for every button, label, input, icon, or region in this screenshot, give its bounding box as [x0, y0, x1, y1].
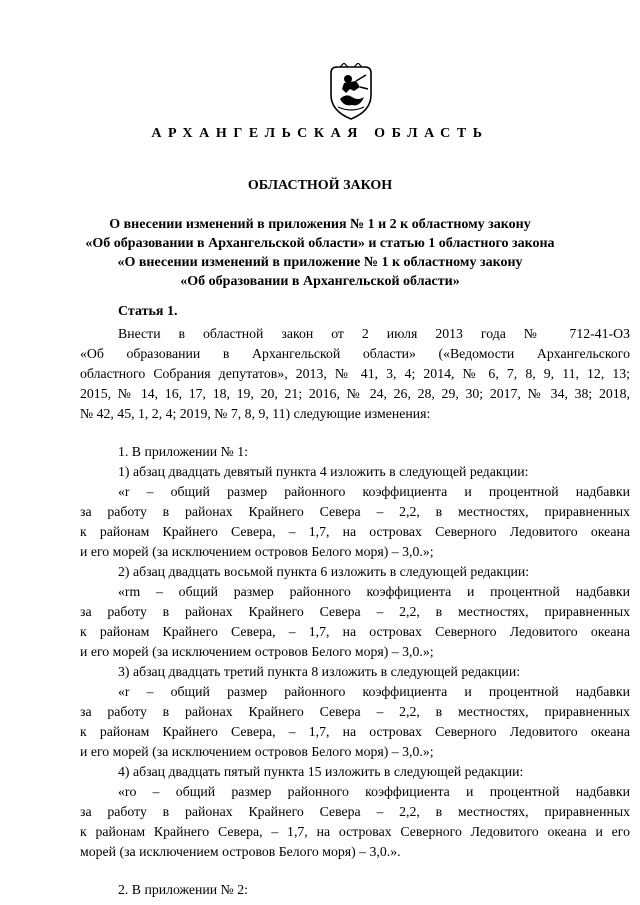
title-line: О внесении изменений в приложения № 1 и 2 к областному закону	[109, 217, 531, 232]
intro-line: «Об образовании в Архангельской области» («Ведомости Архангельского	[80, 346, 630, 361]
intro-line: № 42, 45, 1, 2, 4; 2019, № 7, 8, 9, 11) следующие изменения:	[80, 406, 431, 421]
coat-of-arms-icon	[326, 63, 376, 121]
item3-heading: 3) абзац двадцать третий пункта 8 изложить в следующей редакции:	[118, 664, 521, 679]
item2-line: к районам Крайнего Севера, – 1,7, на островах Северного Ледовитого океана	[80, 624, 630, 639]
item1-line: за работу в районах Крайнего Севера – 2,2, в местностях, приравненных	[80, 504, 630, 519]
appendix2-heading: 2. В приложении № 2:	[118, 882, 248, 897]
item4-line: к районам Крайнего Севера, – 1,7, на островах Северного Ледовитого океана и его	[80, 824, 630, 839]
item4-line: за работу в районах Крайнего Севера – 2,2, в местностях, приравненных	[80, 804, 630, 819]
intro-line: Внести в областной закон от 2 июля 2013 года № 712-41-ОЗ	[118, 326, 630, 341]
region-title: АРХАНГЕЛЬСКАЯ ОБЛАСТЬ	[151, 126, 489, 141]
item1-line: «r – общий размер районного коэффициента и процентной надбавки	[118, 484, 630, 499]
title-line: «Об образовании в Архангельской области» и статью 1 областного закона	[85, 236, 555, 251]
document-type: ОБЛАСТНОЙ ЗАКОН	[247, 178, 393, 193]
item1-heading: 1) абзац двадцать девятый пункта 4 изложить в следующей редакции:	[118, 464, 529, 479]
item4-line: морей (за исключением островов Белого моря) – 3,0.».	[80, 844, 401, 859]
appendix1-heading: 1. В приложении № 1:	[118, 444, 248, 459]
item3-line: «r – общий размер районного коэффициента и процентной надбавки	[118, 684, 630, 699]
article-title: Статья 1.	[118, 304, 178, 319]
item4-heading: 4) абзац двадцать пятый пункта 15 изложить в следующей редакции:	[118, 764, 524, 779]
item2-line: и его морей (за исключением островов Белого моря) – 3,0.»;	[80, 644, 434, 659]
item3-line: и его морей (за исключением островов Белого моря) – 3,0.»;	[80, 744, 434, 759]
intro-line: областного Собрания депутатов», 2013, № 41, 3, 4; 2014, № 6, 7, 8, 9, 11, 12, 13;	[80, 366, 630, 381]
item4-line: «ro – общий размер районного коэффициента и процентной надбавки	[118, 784, 630, 799]
intro-line: 2015, № 14, 16, 17, 18, 19, 20, 21; 2016, № 24, 26, 28, 29, 30; 2017, № 34, 38; 2018,	[80, 386, 630, 401]
title-line: «О внесении изменений в приложение № 1 к областному закону	[117, 255, 523, 270]
item1-line: и его морей (за исключением островов Белого моря) – 3,0.»;	[80, 544, 434, 559]
title-line: «Об образовании в Архангельской области»	[180, 274, 460, 289]
item2-line: за работу в районах Крайнего Севера – 2,2, в местностях, приравненных	[80, 604, 630, 619]
item2-line: «rm – общий размер районного коэффициента и процентной надбавки	[118, 584, 630, 599]
item1-line: к районам Крайнего Севера, – 1,7, на островах Северного Ледовитого океана	[80, 524, 630, 539]
item2-heading: 2) абзац двадцать восьмой пункта 6 изложить в следующей редакции:	[118, 564, 530, 579]
item3-line: к районам Крайнего Севера, – 1,7, на островах Северного Ледовитого океана	[80, 724, 630, 739]
item3-line: за работу в районах Крайнего Севера – 2,2, в местностях, приравненных	[80, 704, 630, 719]
document-title	[60, 215, 580, 291]
